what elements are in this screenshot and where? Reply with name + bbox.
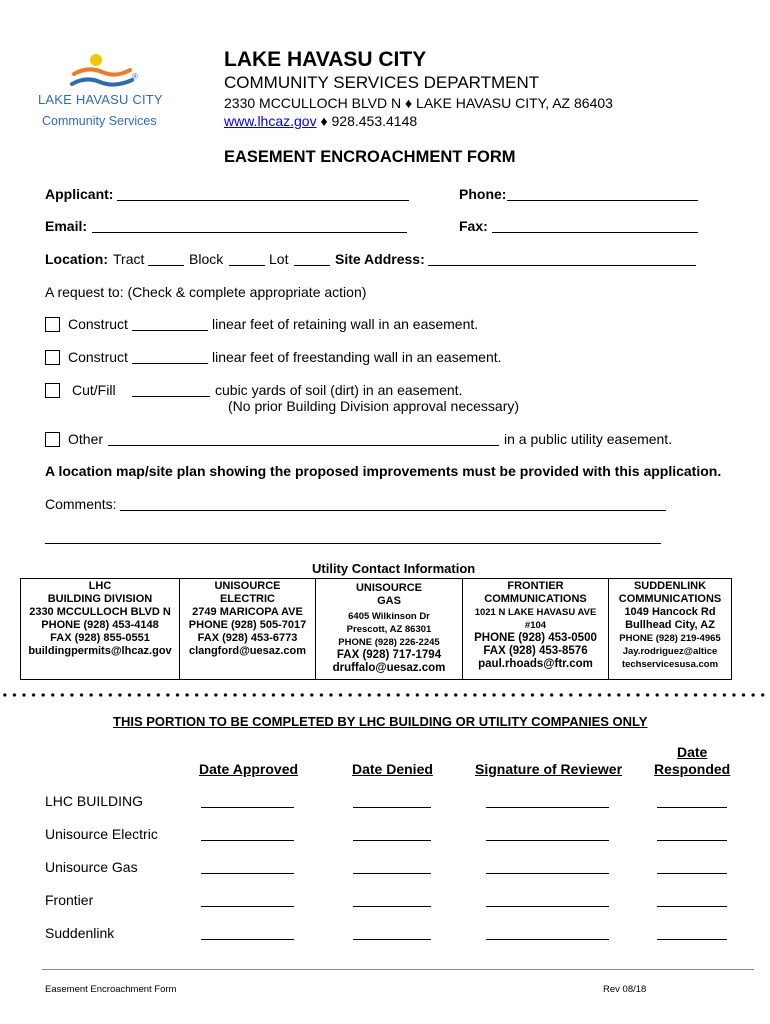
utility-line: FRONTIER bbox=[507, 580, 564, 592]
website-link[interactable]: www.lhcaz.gov bbox=[224, 113, 317, 129]
option-cutfill-lead: Cut/Fill bbox=[72, 382, 116, 398]
utility-line: FAX (928) 855-0551 bbox=[50, 632, 150, 644]
approved-field[interactable] bbox=[201, 826, 294, 841]
logo-line1: LAKE HAVASU CITY bbox=[38, 92, 163, 107]
cutfill-yards-field[interactable] bbox=[132, 382, 210, 397]
utility-col-lhc bbox=[21, 579, 180, 680]
signature-field[interactable] bbox=[486, 925, 609, 940]
signature-field[interactable] bbox=[486, 826, 609, 841]
option-retaining-lead: Construct bbox=[68, 316, 128, 332]
header-address: 2330 MCCULLOCH BLVD N ♦ LAKE HAVASU CITY, AZ 86403 bbox=[224, 95, 613, 111]
fax-field[interactable] bbox=[492, 218, 698, 233]
col-date-denied: Date Denied bbox=[352, 761, 433, 777]
applicant-field[interactable] bbox=[117, 186, 409, 201]
header-phone: ♦ 928.453.4148 bbox=[316, 113, 418, 129]
responded-field[interactable] bbox=[657, 892, 727, 907]
denied-field[interactable] bbox=[353, 793, 431, 808]
signature-field[interactable] bbox=[486, 892, 609, 907]
row-unisource-electric bbox=[0, 826, 770, 846]
utility-line: COMMUNICATIONS bbox=[618, 593, 722, 605]
checkbox-other[interactable] bbox=[45, 432, 60, 447]
tract-field[interactable] bbox=[148, 251, 184, 266]
other-field[interactable] bbox=[108, 431, 499, 446]
denied-field[interactable] bbox=[353, 892, 431, 907]
utility-line: Jay.rodriguez@altice bbox=[622, 646, 718, 657]
utility-line: BUILDING DIVISION bbox=[47, 593, 153, 605]
denied-field[interactable] bbox=[353, 859, 431, 874]
utility-line: 6405 Wilkinson Dr bbox=[348, 611, 430, 622]
site-address-label: Site Address: bbox=[335, 251, 425, 267]
comments-field-1[interactable] bbox=[120, 496, 666, 511]
row-label: Unisource Electric bbox=[45, 826, 158, 842]
utility-table bbox=[20, 578, 732, 680]
logo-line2: Community Services bbox=[42, 114, 157, 128]
logo-sun bbox=[90, 54, 102, 66]
responded-field[interactable] bbox=[657, 859, 727, 874]
utility-line: Prescott, AZ 86301 bbox=[346, 624, 432, 635]
utility-line: 2749 MARICOPA AVE bbox=[192, 606, 303, 618]
fax-label: Fax: bbox=[459, 218, 488, 234]
utility-line: 1049 Hancock Rd bbox=[624, 606, 716, 618]
form-title: EASEMENT ENCROACHMENT FORM bbox=[224, 148, 516, 166]
logo-wave-orange bbox=[74, 69, 130, 74]
approved-field[interactable] bbox=[201, 925, 294, 940]
utility-line: clangford@uesaz.com bbox=[188, 645, 307, 657]
row-label: Suddenlink bbox=[45, 925, 115, 941]
logo-registered: ® bbox=[132, 72, 138, 81]
option-other-lead: Other bbox=[68, 431, 104, 447]
row-frontier bbox=[0, 892, 770, 912]
map-note: A location map/site plan showing the proposed improvements must be provided with this application. bbox=[45, 463, 722, 479]
utility-line: Bullhead City, AZ bbox=[625, 619, 715, 631]
utility-line: #104 bbox=[524, 620, 547, 631]
utility-line: SUDDENLINK bbox=[633, 580, 707, 592]
utility-line: ELECTRIC bbox=[220, 593, 275, 605]
signature-field[interactable] bbox=[486, 793, 609, 808]
utility-line: COMMUNICATIONS bbox=[484, 593, 587, 605]
header-dept: COMMUNITY SERVICES DEPARTMENT bbox=[224, 73, 540, 92]
utility-col-suddenlink bbox=[609, 579, 732, 680]
freestanding-feet-field[interactable] bbox=[132, 349, 208, 364]
utility-col-electric bbox=[180, 579, 316, 680]
row-label: Frontier bbox=[45, 892, 94, 908]
signature-field[interactable] bbox=[486, 859, 609, 874]
option-retaining-trail: linear feet of retaining wall in an easement. bbox=[212, 316, 479, 332]
denied-field[interactable] bbox=[353, 826, 431, 841]
checkbox-cutfill[interactable] bbox=[45, 383, 60, 398]
tract-label: Tract bbox=[113, 251, 145, 267]
location-label: Location: bbox=[45, 251, 108, 267]
utility-line: FAX (928) 453-6773 bbox=[197, 632, 298, 644]
responded-field[interactable] bbox=[657, 826, 727, 841]
utility-line: paul.rhoads@ftr.com bbox=[478, 658, 593, 670]
lot-label: Lot bbox=[269, 251, 289, 267]
header-contact bbox=[224, 113, 417, 129]
col-date-responded-2: Responded bbox=[654, 761, 731, 777]
utility-line: PHONE (928) 219-4965 bbox=[619, 633, 721, 644]
phone-field[interactable] bbox=[507, 186, 698, 201]
office-heading: THIS PORTION TO BE COMPLETED BY LHC BUILDING OR UTILITY COMPANIES ONLY bbox=[113, 714, 648, 729]
utility-line: buildingpermits@lhcaz.gov bbox=[28, 645, 172, 657]
utility-line: techservicesusa.com bbox=[621, 659, 719, 670]
email-field[interactable] bbox=[92, 218, 407, 233]
utility-line: FAX (928) 717-1794 bbox=[336, 649, 442, 661]
utility-line: UNISOURCE bbox=[355, 582, 422, 594]
option-cutfill-trail: cubic yards of soil (dirt) in an easement. bbox=[215, 382, 463, 398]
applicant-label: Applicant: bbox=[45, 186, 114, 202]
checkbox-retaining[interactable] bbox=[45, 317, 60, 332]
email-label: Email: bbox=[45, 218, 88, 234]
phone-label: Phone: bbox=[459, 186, 507, 202]
approved-field[interactable] bbox=[201, 859, 294, 874]
utility-line: PHONE (928) 505-7017 bbox=[188, 619, 307, 631]
request-intro: A request to: (Check & complete appropriate action) bbox=[45, 284, 367, 300]
utility-line: PHONE (928) 453-4148 bbox=[41, 619, 159, 631]
col-signature: Signature of Reviewer bbox=[475, 761, 623, 777]
checkbox-freestanding[interactable] bbox=[45, 350, 60, 365]
retaining-feet-field[interactable] bbox=[132, 316, 208, 331]
utility-col-frontier bbox=[463, 579, 609, 680]
utility-line: PHONE (928) 226-2245 bbox=[338, 637, 440, 648]
block-label: Block bbox=[189, 251, 224, 267]
denied-field[interactable] bbox=[353, 925, 431, 940]
option-freestanding-lead: Construct bbox=[68, 349, 128, 365]
responded-field[interactable] bbox=[657, 925, 727, 940]
col-date-responded-1: Date bbox=[677, 744, 708, 760]
utility-line: druffalo@uesaz.com bbox=[332, 662, 446, 674]
footer-left: Easement Encroachment Form bbox=[45, 984, 177, 995]
footer-rule bbox=[42, 969, 754, 970]
logo-wave-blue bbox=[72, 79, 132, 84]
option-cutfill-note: (No prior Building Division approval necessary) bbox=[228, 398, 520, 414]
option-other-trail: in a public utility easement. bbox=[504, 431, 673, 447]
site-address-field[interactable] bbox=[428, 251, 696, 266]
utility-line: 2330 MCCULLOCH BLVD N bbox=[29, 606, 171, 618]
comments-label: Comments: bbox=[45, 496, 117, 512]
utility-line: GAS bbox=[377, 595, 401, 607]
lot-field[interactable] bbox=[294, 251, 330, 266]
header-city: LAKE HAVASU CITY bbox=[224, 48, 427, 71]
comments-field-2[interactable] bbox=[45, 529, 661, 544]
logo bbox=[38, 52, 168, 132]
approved-field[interactable] bbox=[201, 892, 294, 907]
footer-right: Rev 08/18 bbox=[603, 984, 647, 995]
approved-field[interactable] bbox=[201, 793, 294, 808]
utility-title: Utility Contact Information bbox=[312, 561, 476, 576]
utility-line: 1021 N LAKE HAVASU AVE bbox=[474, 607, 597, 618]
utility-line: PHONE (928) 453-0500 bbox=[474, 632, 597, 644]
utility-line: LHC bbox=[88, 580, 112, 592]
row-label: Unisource Gas bbox=[45, 859, 138, 875]
responded-field[interactable] bbox=[657, 793, 727, 808]
option-freestanding-trail: linear feet of freestanding wall in an easement. bbox=[212, 349, 502, 365]
row-label: LHC BUILDING bbox=[45, 793, 144, 809]
col-date-approved: Date Approved bbox=[199, 761, 299, 777]
dotted-divider bbox=[0, 692, 770, 698]
utility-col-gas bbox=[316, 579, 463, 680]
utility-line: FAX (928) 453-8576 bbox=[483, 645, 588, 657]
row-suddenlink bbox=[0, 925, 770, 945]
utility-line: UNISOURCE bbox=[214, 580, 281, 592]
block-field[interactable] bbox=[229, 251, 265, 266]
row-lhc-building bbox=[0, 793, 770, 813]
row-unisource-gas bbox=[0, 859, 770, 879]
